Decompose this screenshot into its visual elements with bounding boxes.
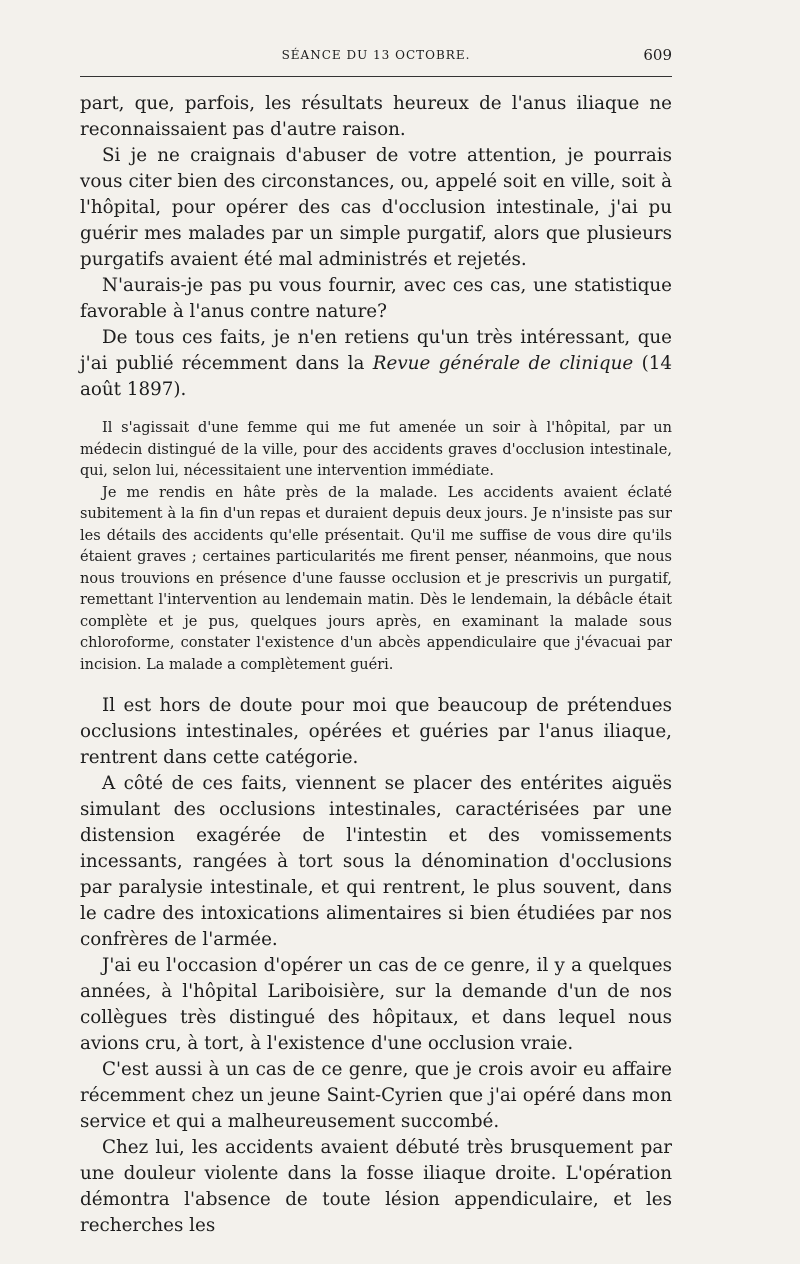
header-rule <box>80 76 672 77</box>
paragraph-review-citation <box>80 325 672 403</box>
body-text-bottom <box>80 693 672 1239</box>
text-span: (14 août 1897). <box>80 353 672 400</box>
paragraph: Si je ne craignais d'abuser de votre attention, je pourrais vous citer bien des circonstances, ou, appelé soit en ville, soit à l'hôpital, pour opérer des cas d'occlusion intestinale, j'ai pu guérir mes malades par un simple purgatif, alors que plusieurs purgatifs avaient été mal administrés et rejetés. <box>80 145 672 270</box>
paragraph: C'est aussi à un cas de ce genre, que je crois avoir eu affaire récemment chez un jeune Saint-Cyrien que j'ai opéré dans mon service et qui a malheureusement succombé. <box>80 1059 672 1132</box>
case-paragraph: Il s'agissait d'une femme qui me fut amenée un soir à l'hôpital, par un médecin distingué de la ville, pour des accidents graves d'occlusion intestinale, qui, selon lui, nécessitaient une intervention immédiate. <box>80 420 672 479</box>
paragraph: N'aurais-je pas pu vous fournir, avec ces cas, une statistique favorable à l'anus contre nature? <box>80 275 672 322</box>
case-report <box>80 418 672 676</box>
paragraph: Il est hors de doute pour moi que beaucoup de prétendues occlusions intestinales, opérées et guéries par l'anus iliaque, rentrent dans cette catégorie. <box>80 695 672 768</box>
paragraph: A côté de ces faits, viennent se placer des entérites aiguës simulant des occlusions intestinales, caractérisées par une distension exagérée de l'intestin et des vomissements incessants, rangées à tort sous la dénomination d'occlusions par paralysie intestinale, et qui rentrent, le plus souvent, dans le cadre des intoxications alimentaires si bien étudiées par nos confrères de l'armée. <box>80 773 672 950</box>
running-title: SÉANCE DU 13 OCTOBRE. <box>281 48 471 62</box>
paragraph: Chez lui, les accidents avaient débuté très brusquement par une douleur violente dans la fosse iliaque droite. L'opération démontra l'absence de toute lésion appendiculaire, et les recherches les <box>80 1137 672 1236</box>
body-text-top <box>80 91 672 403</box>
paragraph: part, que, parfois, les résultats heureux de l'anus iliaque ne reconnaissaient pas d'autre raison. <box>80 93 672 140</box>
case-paragraph: Je me rendis en hâte près de la malade. Les accidents avaient éclaté subitement à la fin d'un repas et duraient depuis deux jours. Je n'insiste pas sur les détails des accidents qu'elle présentait. Qu'il me suffise de vous dire qu'ils étaient graves ; certaines particularités me firent penser, néanmoins, que nous nous trouvions en présence d'une fausse occlusion et je prescrivis un purgatif, remettant l'intervention au lendemain matin. Dès le lendemain, la débâcle était complète et je pus, quelques jours après, en examinant la malade sous chloroforme, constater l'existence d'un abcès appendiculaire que j'évacuai par incision. La malade a complètement guéri. <box>80 484 672 673</box>
page <box>80 40 672 1239</box>
paragraph: J'ai eu l'occasion d'opérer un cas de ce genre, il y a quelques années, à l'hôpital Lariboisière, sur la demande d'un de nos collègues très distingué des hôpitaux, et dans lequel nous avions cru, à tort, à l'existence d'une occlusion vraie. <box>80 955 672 1054</box>
page-header <box>80 40 672 76</box>
text-span: De tous ces faits, je n'en retiens qu'un très intéressant, que j'ai publié récemment dans la <box>80 327 672 374</box>
journal-title: Revue générale de clinique <box>372 353 634 374</box>
page-number: 609 <box>643 46 672 64</box>
